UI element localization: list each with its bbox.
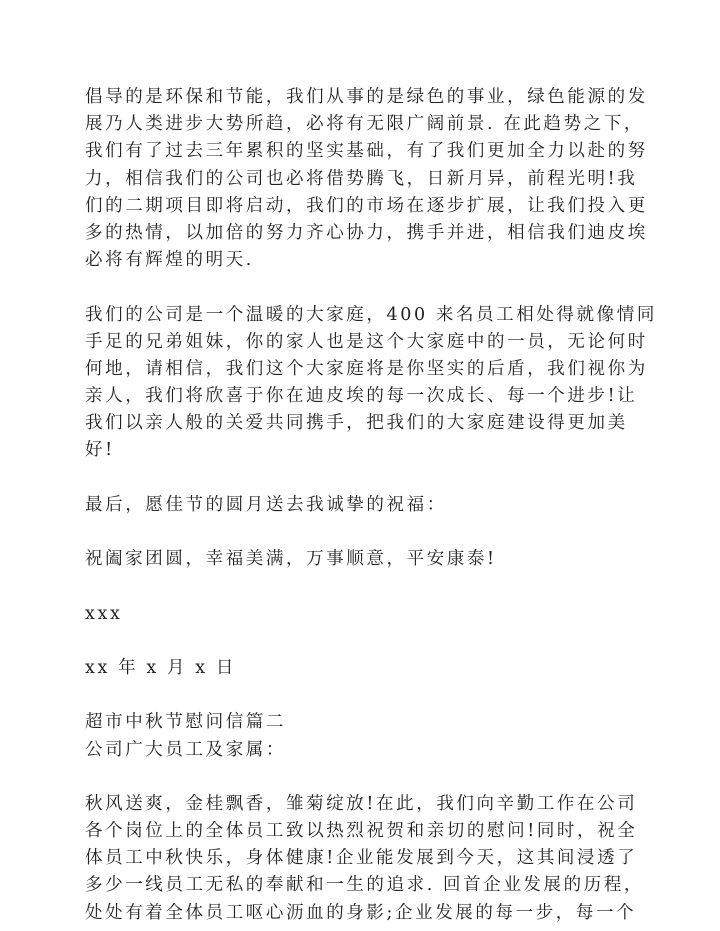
paragraph-gap	[85, 274, 645, 301]
text-line: 体员工中秋快乐，身体健康!企业能发展到今天，这其间浸透了	[85, 848, 638, 869]
paragraph-gap	[85, 764, 645, 791]
text-line: 各个岗位上的全体员工致以热烈祝贺和亲切的慰问!同时，祝全	[85, 821, 638, 842]
paragraph-gap	[85, 465, 645, 492]
paragraph-gap	[85, 519, 645, 546]
text-line: 好!	[85, 440, 115, 461]
text-line: 展乃人类进步大势所趋，必将有无限广阔前景. 在此趋势之下，	[85, 114, 645, 135]
paragraph-gap	[85, 573, 645, 600]
paragraph-gap	[85, 628, 645, 655]
text-line: 秋风送爽，金桂飘香，雏菊绽放!在此，我们向辛勤工作在公司	[85, 793, 638, 814]
signature: xxx	[85, 603, 123, 624]
text-line: 我们有了过去三年累积的坚实基础，有了我们更加全力以赴的努	[85, 141, 648, 162]
paragraph-autumn	[85, 791, 645, 927]
text-line: 们的二期项目即将启动，我们的市场在逐步扩展，让我们投入更	[85, 195, 648, 216]
text-line: 多少一线员工无私的奉献和一生的追求. 回首企业发展的历程，	[85, 875, 645, 896]
text-line: 我们的公司是一个温暖的大家庭，400 来名员工相处得就像情同	[85, 304, 657, 325]
text-line: 亲人，我们将欣喜于你在迪皮埃的每一次成长、每一个进步!让	[85, 386, 638, 407]
text-line: 多的热情，以加倍的努力齐心协力，携手并进，相信我们迪皮埃	[85, 222, 648, 243]
text-line: 手足的兄弟姐妹，你的家人也是这个大家庭中的一员，无论何时	[85, 331, 648, 352]
text-line: 我们以亲人般的关爱共同携手，把我们的大家庭建设得更加美	[85, 413, 628, 434]
text-line: 必将有辉煌的明天.	[85, 250, 254, 271]
text-line: 力，相信我们的公司也必将借势腾飞，日新月异，前程光明!我	[85, 168, 638, 189]
text-line: 处处有着全体员工呕心沥血的身影;企业发展的每一步，每一个	[85, 902, 637, 923]
paragraph-gap	[85, 682, 645, 709]
paragraph-blessing: 祝阖家团圆，幸福美满，万事顺意，平安康泰!	[85, 549, 497, 570]
paragraph-environment	[85, 84, 648, 274]
paragraph-family	[85, 302, 657, 465]
paragraph-closing: 最后，愿佳节的圆月送去我诚挚的祝福：	[85, 494, 447, 515]
salutation: 公司广大员工及家属：	[85, 739, 286, 760]
text-line: 倡导的是环保和节能，我们从事的是绿色的事业，绿色能源的发	[85, 87, 648, 107]
date: xx 年 x 月 x 日	[85, 657, 236, 678]
text-line: 何地，请相信，我们这个大家庭将是你坚实的后盾，我们视你为	[85, 358, 648, 379]
section-title: 超市中秋节慰问信篇二	[85, 712, 286, 733]
document-page	[85, 84, 657, 927]
